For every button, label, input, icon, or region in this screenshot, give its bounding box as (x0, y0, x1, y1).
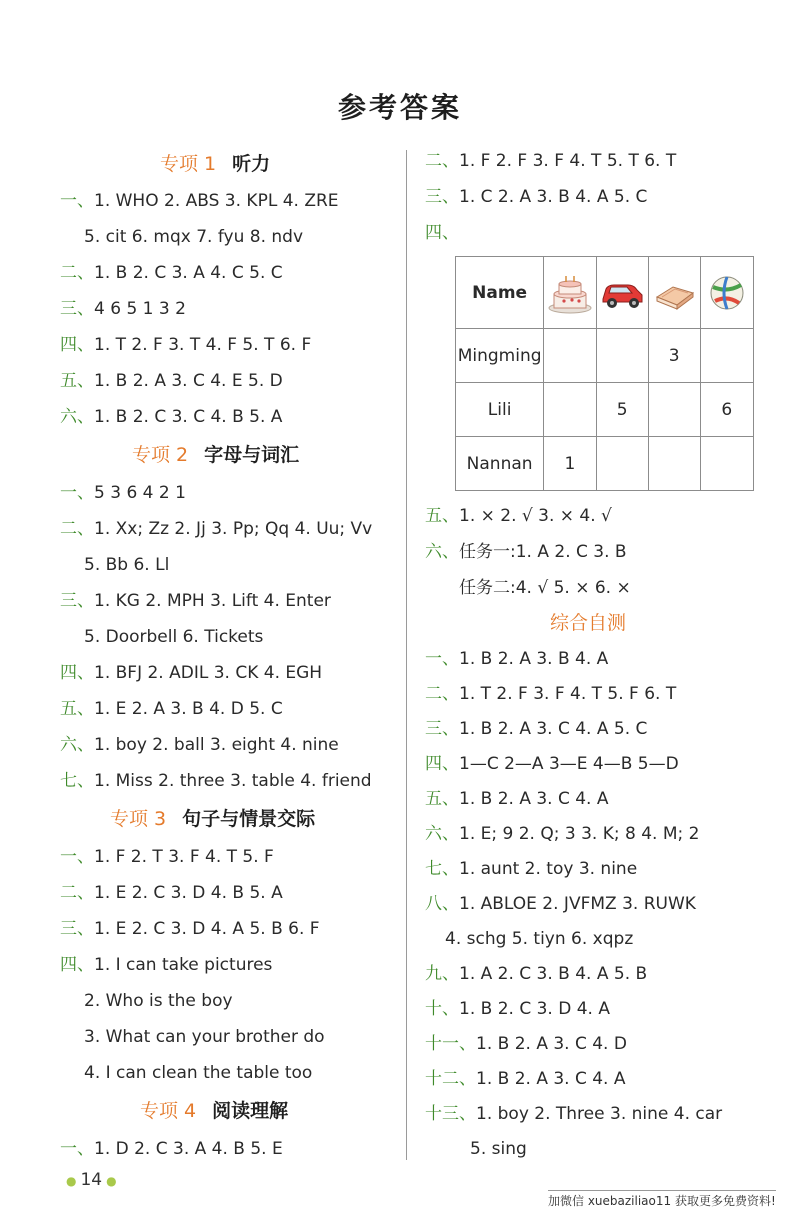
answer-line: 十二、1. B 2. A 3. C 4. A (425, 1069, 626, 1089)
answer-line: 十、1. B 2. C 3. D 4. A (425, 999, 610, 1019)
answer-line: 一、1. D 2. C 3. A 4. B 5. E (60, 1139, 283, 1159)
section-label: 专项 3 (110, 808, 167, 830)
page-title: 参考答案 (337, 91, 462, 124)
section-heading (132, 443, 299, 467)
footer-note: 加微信 xuebaziliao11 获取更多免费资料! (548, 1190, 776, 1209)
answer-line: 一、1. F 2. T 3. F 4. T 5. F (60, 847, 274, 867)
answer-line: 二、1. B 2. C 3. A 4. C 5. C (60, 263, 283, 283)
row-name: Nannan (456, 437, 544, 491)
answer-line: 五、1. E 2. A 3. B 4. D 5. C (60, 699, 283, 719)
answer-line: 4. schg 5. tiyn 6. xqpz (445, 929, 634, 949)
page-number: ● 14 ● (66, 1170, 117, 1190)
answer-line: 三、1. KG 2. MPH 3. Lift 4. Enter (60, 591, 331, 611)
answer-line: 四、1. I can take pictures (60, 955, 273, 975)
answer-line: 三、4 6 5 1 3 2 (60, 299, 186, 319)
section-label: 专项 4 (140, 1100, 197, 1122)
row-name: Lili (456, 383, 544, 437)
column-divider (406, 150, 407, 1160)
answer-line: 六、任务一:1. A 2. C 3. B (425, 542, 627, 562)
row-name: Mingming (456, 329, 544, 383)
answer-line: 九、1. A 2. C 3. B 4. A 5. B (425, 964, 648, 984)
section-label: 专项 1 (160, 153, 217, 175)
section-name: 听力 (232, 153, 271, 175)
answer-line: 5. Bb 6. Ll (84, 555, 170, 575)
table-row (456, 437, 754, 491)
answer-line: 五、1. B 2. A 3. C 4. A (425, 789, 609, 809)
cake-icon (544, 257, 596, 329)
answer-line: 七、1. aunt 2. toy 3. nine (425, 859, 638, 879)
table-row (456, 329, 754, 383)
table-cell (544, 329, 596, 383)
table-cell (648, 437, 700, 491)
table-cell: 1 (544, 437, 596, 491)
section-heading (160, 152, 270, 176)
answer-line: 五、1. × 2. √ 3. × 4. √ (425, 506, 612, 526)
answer-line: 一、1. WHO 2. ABS 3. KPL 4. ZRE (60, 191, 339, 211)
section-heading (110, 807, 315, 831)
answer-line: 二、1. F 2. F 3. F 4. T 5. T 6. T (425, 151, 677, 171)
answer-line: 三、1. C 2. A 3. B 4. A 5. C (425, 187, 648, 207)
table-cell: 6 (700, 383, 753, 437)
section-name: 阅读理解 (212, 1100, 289, 1122)
answer-line: 五、1. B 2. A 3. C 4. E 5. D (60, 371, 283, 391)
answer-line: 十一、1. B 2. A 3. C 4. D (425, 1034, 627, 1054)
answer-line: 二、1. T 2. F 3. F 4. T 5. F 6. T (425, 684, 677, 704)
answer-line: 六、1. E; 9 2. Q; 3 3. K; 8 4. M; 2 (425, 824, 700, 844)
table-row (456, 383, 754, 437)
answer-line: 三、1. E 2. C 3. D 4. A 5. B 6. F (60, 919, 320, 939)
answer-line: 4. I can clean the table too (84, 1063, 313, 1083)
answer-line: 四、1—C 2—A 3—E 4—B 5—D (425, 754, 679, 774)
answer-line: 一、5 3 6 4 2 1 (60, 483, 186, 503)
table-cell (596, 437, 648, 491)
section-label: 专项 2 (132, 444, 189, 466)
answer-line: 六、1. boy 2. ball 3. eight 4. nine (60, 735, 339, 755)
answer-line: 二、1. Xx; Zz 2. Jj 3. Pp; Qq 4. Uu; Vv (60, 519, 373, 539)
table-header-name: Name (456, 257, 544, 329)
answer-line: 六、1. B 2. C 3. C 4. B 5. A (60, 407, 283, 427)
table-cell (648, 383, 700, 437)
answer-line: 十三、1. boy 2. Three 3. nine 4. car (425, 1104, 723, 1124)
answer-line: 八、1. ABLOE 2. JVFMZ 3. RUWK (425, 894, 696, 914)
answer-table (455, 256, 754, 491)
answer-line: 5. sing (470, 1139, 527, 1159)
table-cell (596, 329, 648, 383)
table-cell (700, 437, 753, 491)
answer-line: 四、1. T 2. F 3. T 4. F 5. T 6. F (60, 335, 312, 355)
answer-line: 5. cit 6. mqx 7. fyu 8. ndv (84, 227, 303, 247)
answer-line: 四、1. BFJ 2. ADIL 3. CK 4. EGH (60, 663, 323, 683)
answer-line: 3. What can your brother do (84, 1027, 325, 1047)
table-cell: 3 (648, 329, 700, 383)
section-name: 句子与情景交际 (182, 808, 316, 830)
table-cell: 5 (596, 383, 648, 437)
section-heading: 综合自测 (550, 612, 627, 634)
answer-line: 5. Doorbell 6. Tickets (84, 627, 264, 647)
car-icon (596, 257, 648, 329)
answer-line: 七、1. Miss 2. three 3. table 4. friend (60, 771, 372, 791)
answer-line: 三、1. B 2. A 3. C 4. A 5. C (425, 719, 648, 739)
ball-icon (700, 257, 753, 329)
table-cell (544, 383, 596, 437)
section-name: 字母与词汇 (204, 444, 300, 466)
answer-line: 一、1. B 2. A 3. B 4. A (425, 649, 609, 669)
answer-line: 二、1. E 2. C 3. D 4. B 5. A (60, 883, 283, 903)
answer-line: 任务二:4. √ 5. × 6. × (459, 578, 631, 598)
answer-line: 2. Who is the boy (84, 991, 233, 1011)
section-heading (140, 1099, 288, 1123)
book-icon (648, 257, 700, 329)
table-cell (700, 329, 753, 383)
answer-line: 四、 (425, 223, 459, 243)
